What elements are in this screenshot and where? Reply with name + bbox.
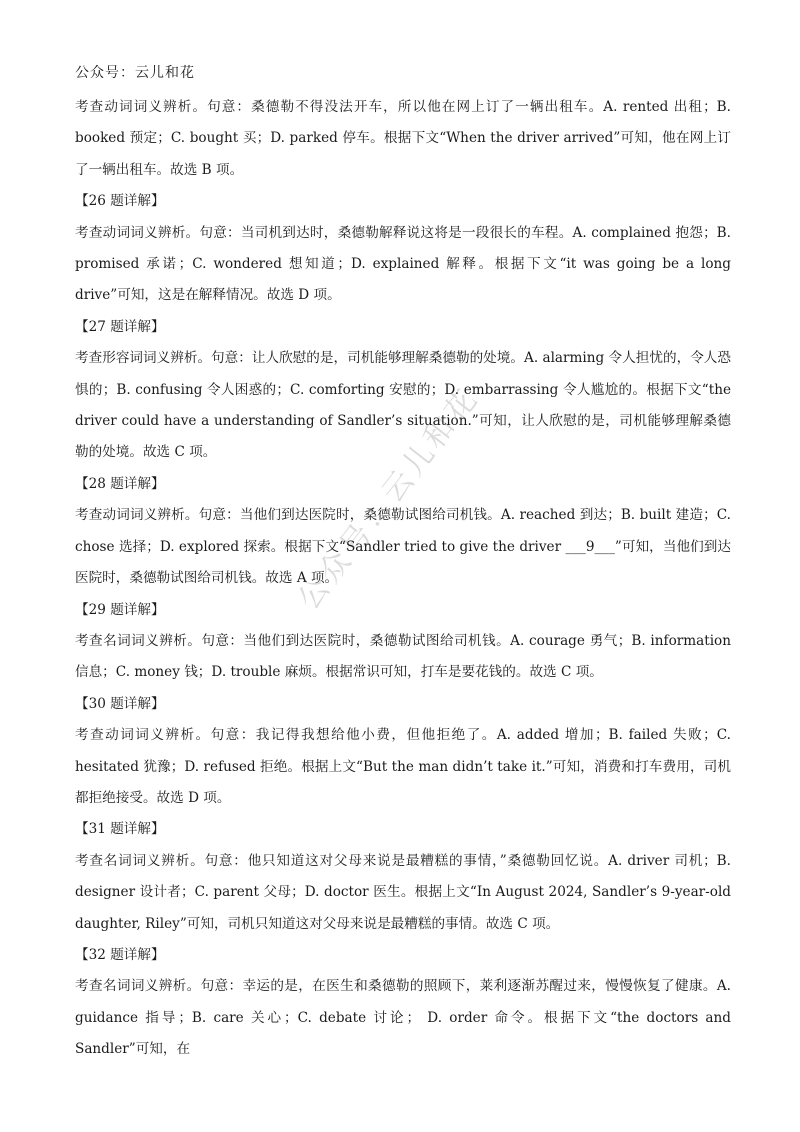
page-header: 公众号：云儿和花 [75, 65, 195, 81]
heading-28: 【28 题详解】 [75, 475, 165, 492]
heading-32: 【32 题详解】 [75, 946, 165, 963]
explanation-27-text: 考查形容词词义辨析。句意：让人欣慰的是，司机能够理解桑德勒的处境。A. alarming 令人担忧的，令人恐惧的；B. confusing 令人困惑的；C. comforting 安慰的；D. embarrassing 令人尴尬的。根据下文“the driver could have a understanding of Sandler’s situation.”可知，让人欣慰的是，司机能够理解桑德勒的处境。故选 C 项。 [75, 350, 731, 461]
answer-explanations [75, 92, 731, 1066]
explanation-25-text: 考查动词词义辨析。句意：桑德勒不得没法开车，所以他在网上订了一辆出租车。A. rented 出租；B. booked 预定；C. bought 买；D. parked 停车。根据下文“When the driver arrived”可知，他在网上订了一辆出租车。故选 B 项。 [75, 99, 731, 178]
explanation-28-text: 考查动词词义辨析。句意：当他们到达医院时，桑德勒试图给司机钱。A. reached 到达；B. built 建造；C. chose 选择；D. explored 探索。根据下文“Sandler tried to give the driver ___9___”可知，当他们到达医院时，桑德勒试图给司机钱。故选 A 项。 [75, 507, 731, 587]
explanation-32-text: 考查名词词义辨析。句意：幸运的是，在医生和桑德勒的照顾下，莱利逐渐苏醒过来，慢慢恢复了健康。A. guidance 指导；B. care 关心；C. debate 讨论； D. order 命令。根据下文“the doctors and Sandler”可知，在 [75, 978, 731, 1058]
heading-29: 【29 题详解】 [75, 601, 165, 618]
heading-30: 【30 题详解】 [75, 695, 165, 712]
heading-31: 【31 题详解】 [75, 821, 165, 838]
explanation-30-text: 考查动词词义辨析。句意：我记得我想给他小费，但他拒绝了。A. added 增加；B. failed 失败；C. hesitated 犹豫；D. refused 拒绝。根据上文“But the man didn’t take it.”可知，消费和打车费用，司机都拒绝接受。故选 D 项。 [75, 727, 731, 806]
explanation-26-text: 考查动词词义辨析。句意：当司机到达时，桑德勒解释说这将是一段很长的车程。A. complained 抱怨；B. promised 承诺；C. wondered 想知道；D. explained 解释。根据下文“it was going be a long drive”可知，这是在解释情况。故选 D 项。 [75, 224, 731, 304]
watermark-text: 公众号：云儿和花 [291, 380, 487, 617]
explanation-29-text: 考查名词词义辨析。句意：当他们到达医院时，桑德勒试图给司机钱。A. courage 勇气；B. information 信息；C. money 钱；D. trouble 麻烦。根据常识可知，打车是要花钱的。故选 C 项。 [75, 632, 731, 681]
explanation-31-text: 考查名词词义辨析。句意：他只知道这对父母来说是最糟糕的事情，”桑德勒回忆说。A. driver 司机；B. designer 设计者；C. parent 父母；D. doctor 医生。根据上文“In August 2024, Sandler’s 9-year-old daughter, Riley”可知，司机只知道这对父母来说是最糟糕的事情。故选 C 项。 [75, 852, 731, 932]
heading-27: 【27 题详解】 [75, 318, 165, 335]
heading-26: 【26 题详解】 [75, 193, 165, 210]
